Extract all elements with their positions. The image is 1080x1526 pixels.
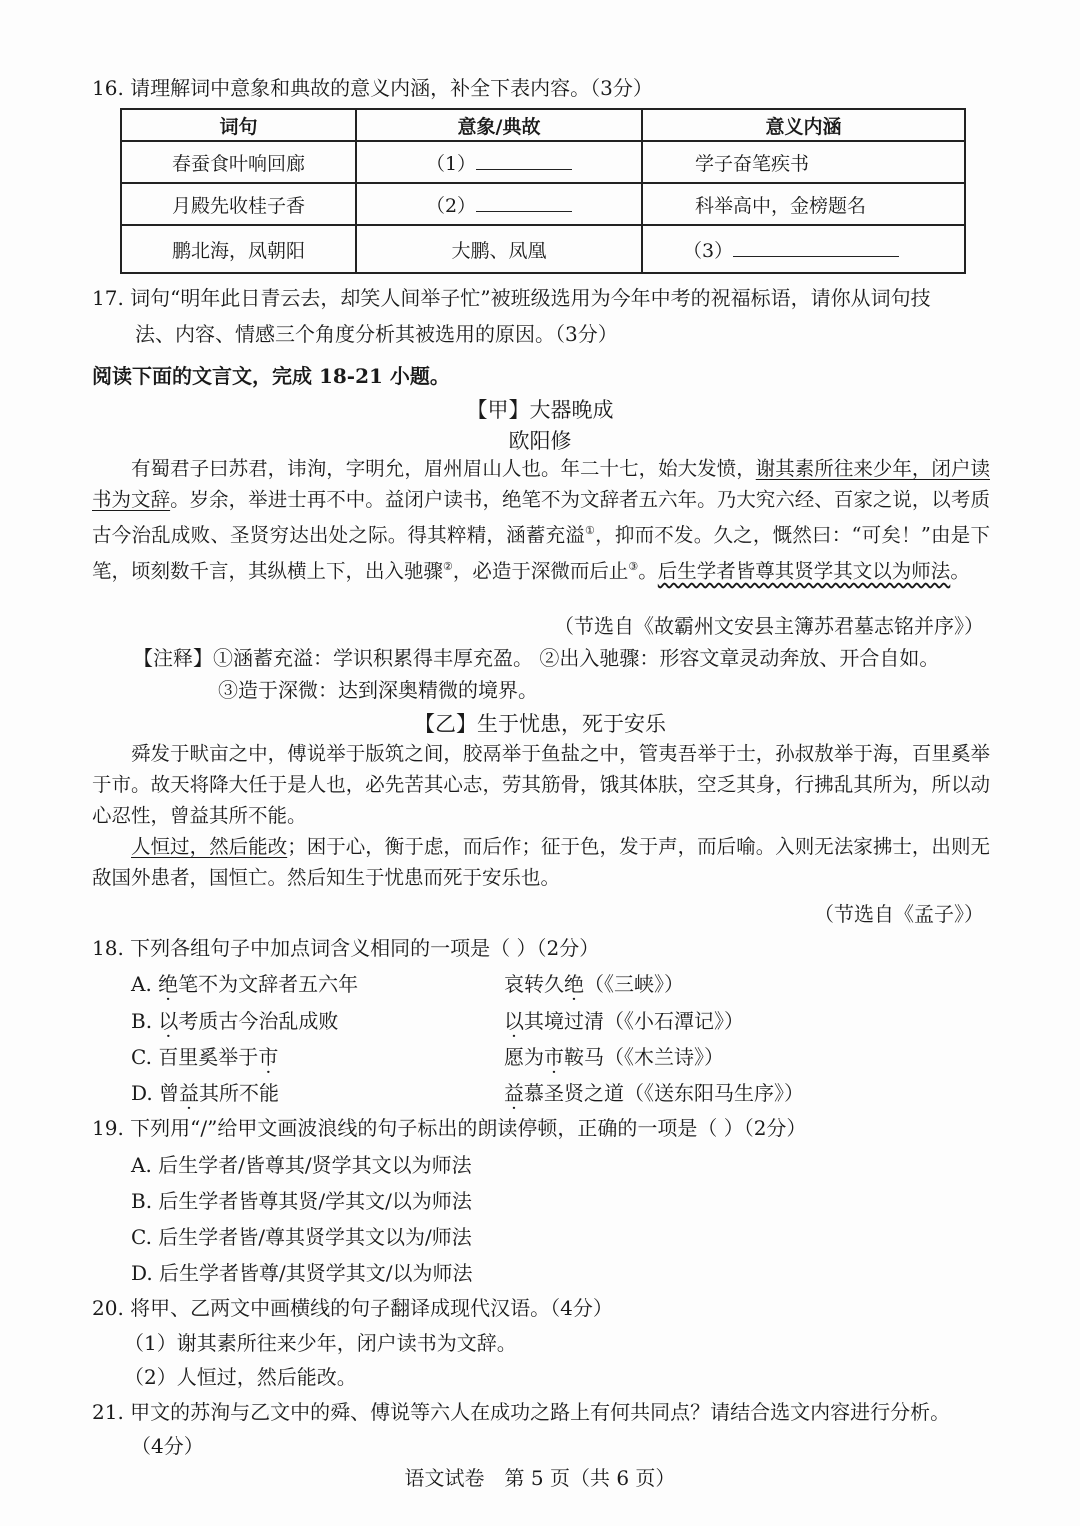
table-row: [121, 141, 965, 183]
answer-blank[interactable]: [476, 211, 572, 212]
table-cell: 学子奋笔疾书: [642, 141, 965, 183]
table-cell: 鹏北海，凤朝阳: [121, 225, 356, 273]
q21-score: （4分）: [131, 1434, 204, 1458]
table-header: 意象/典故: [356, 109, 642, 141]
yi-title: 【乙】生于忧患，死于安乐: [414, 712, 666, 736]
table-row: [121, 183, 965, 225]
q19-option-a[interactable]: A. 后生学者/皆尊其/贤学其文以为师法: [131, 1153, 472, 1177]
jia-note-1: 【注释】①涵蓄充溢：学识积累得丰厚充盈。 ②出入驰骤：形容文章灵动奔放、开合自如。: [133, 646, 940, 670]
answer-blank[interactable]: [476, 169, 572, 170]
table-cell: [356, 183, 642, 225]
q16-stem: 16. 请理解词中意象和典故的意义内涵，补全下表内容。（3分）: [92, 76, 653, 100]
table-cell: 春蚕食叶响回廊: [121, 141, 356, 183]
underlined-sentence: 谢其素所往来少年，闭户读书为文辞: [92, 457, 990, 511]
q17-line2: 法、内容、情感三个角度分析其被选用的原因。（3分）: [135, 322, 618, 346]
q18-option-a-compare: 哀转久绝（《三峡》）: [504, 972, 684, 996]
blank-label: （1）: [425, 152, 477, 175]
table-cell: 科举高中，金榜题名: [642, 183, 965, 225]
q18-option-b-compare: 以其境过清（《小石潭记》）: [504, 1009, 744, 1033]
q19-option-c[interactable]: C. 后生学者皆/尊其贤学其文以为/师法: [131, 1225, 472, 1249]
q19-option-d[interactable]: D. 后生学者皆尊/其贤学其文/以为师法: [131, 1261, 473, 1285]
answer-blank[interactable]: [733, 256, 899, 257]
reading-intro: 阅读下面的文言文，完成 18-21 小题。: [92, 364, 450, 388]
page-footer: 语文试卷 第 5 页（共 6 页）: [404, 1466, 676, 1490]
jia-passage: 有蜀君子曰苏君，讳洵，字明允，眉州眉山人也。年二十七，始大发愤，谢其素所往来少年，闭户读书为文辞。岁余，举进士再不中。益闭户读书，绝笔不为文辞者五六年。乃大究六经、百家之说，以考质古今治乱成败、圣贤穷达出处之际。得其粹精，涵蓄充溢①，抑而不发。久之，慨然曰：“可矣！”由是下笔，顷刻数千言，其纵横上下，出入驰骤②，必造于深微而后止③。后生学者皆尊其贤学其文以为师法。: [92, 457, 990, 582]
yi-passage: [92, 738, 990, 893]
q18-stem: 18. 下列各组句子中加点词含义相同的一项是（ ）（2分）: [92, 936, 600, 960]
yi-paragraph-1: 舜发于畎亩之中，傅说举于版筑之间，胶鬲举于鱼盐之中，管夷吾举于士，孙叔敖举于海，百里奚举于市。故天将降大任于是人也，必先苦其心志，劳其筋骨，饿其体肤，空乏其身，行拂乱其所为，所以动心忍性，曾益其所不能。: [92, 742, 990, 827]
q16-table: [120, 108, 966, 274]
yi-paragraph-2: 人恒过，然后能改；困于心，衡于虑，而后作；征于色，发于声，而后喻。入则无法家拂士，出则无敌国外患者，国恒亡。然后知生于忧患而死于安乐也。: [92, 835, 990, 889]
jia-title: 【甲】大器晚成: [466, 398, 614, 422]
jia-author: 欧阳修: [508, 429, 572, 453]
q20-stem: 20. 将甲、乙两文中画横线的句子翻译成现代汉语。（4分）: [92, 1296, 613, 1320]
q18-option-c[interactable]: C. 百里奚举于市: [131, 1045, 279, 1069]
q19-option-b[interactable]: B. 后生学者皆尊其贤/学其文/以为师法: [131, 1189, 472, 1213]
q18-option-b[interactable]: B. 以考质古今治乱成败: [131, 1009, 339, 1033]
q18-option-d[interactable]: D. 曾益其所不能: [131, 1081, 280, 1105]
table-row: [121, 225, 965, 273]
blank-label: （3）: [683, 239, 734, 262]
blank-label: （2）: [425, 194, 477, 217]
yi-source: （节选自《孟子》）: [814, 902, 984, 926]
q19-stem: 19. 下列用“/”给甲文画波浪线的句子标出的朗读停顿，正确的一项是（ ）（2分）: [92, 1116, 807, 1140]
q18-option-a[interactable]: A. 绝笔不为文辞者五六年: [131, 972, 359, 996]
table-header: 词句: [121, 109, 356, 141]
table-header: 意义内涵: [642, 109, 965, 141]
underlined-sentence: 人恒过，然后能改: [131, 835, 288, 858]
table-cell: [642, 225, 965, 273]
table-cell: 大鹏、凤凰: [356, 225, 642, 273]
q20-sentence-2: （2）人恒过，然后能改。: [124, 1365, 357, 1389]
table-cell: [356, 141, 642, 183]
q20-sentence-1: （1）谢其素所往来少年，闭户读书为文辞。: [124, 1331, 517, 1355]
table-cell: 月殿先收桂子香: [121, 183, 356, 225]
q18-option-d-compare: 益慕圣贤之道（《送东阳马生序》）: [504, 1081, 804, 1105]
q18-option-c-compare: 愿为市鞍马（《木兰诗》）: [504, 1045, 724, 1069]
q21-stem: 21. 甲文的苏洵与乙文中的舜、傅说等六人在成功之路上有何共同点？请结合选文内容进行分析。: [92, 1400, 951, 1424]
q17-line1: 17. 词句“明年此日青云去，却笑人间举子忙”被班级选用为今年中考的祝福标语，请你从词句技: [92, 286, 931, 310]
wavy-sentence: 后生学者皆尊其贤学其文以为师法: [657, 559, 951, 582]
jia-note-2: ③造于深微：达到深奥精微的境界。: [218, 678, 538, 702]
jia-source: （节选自《故霸州文安县主簿苏君墓志铭并序》）: [554, 614, 984, 638]
table-header-row: [121, 109, 965, 141]
